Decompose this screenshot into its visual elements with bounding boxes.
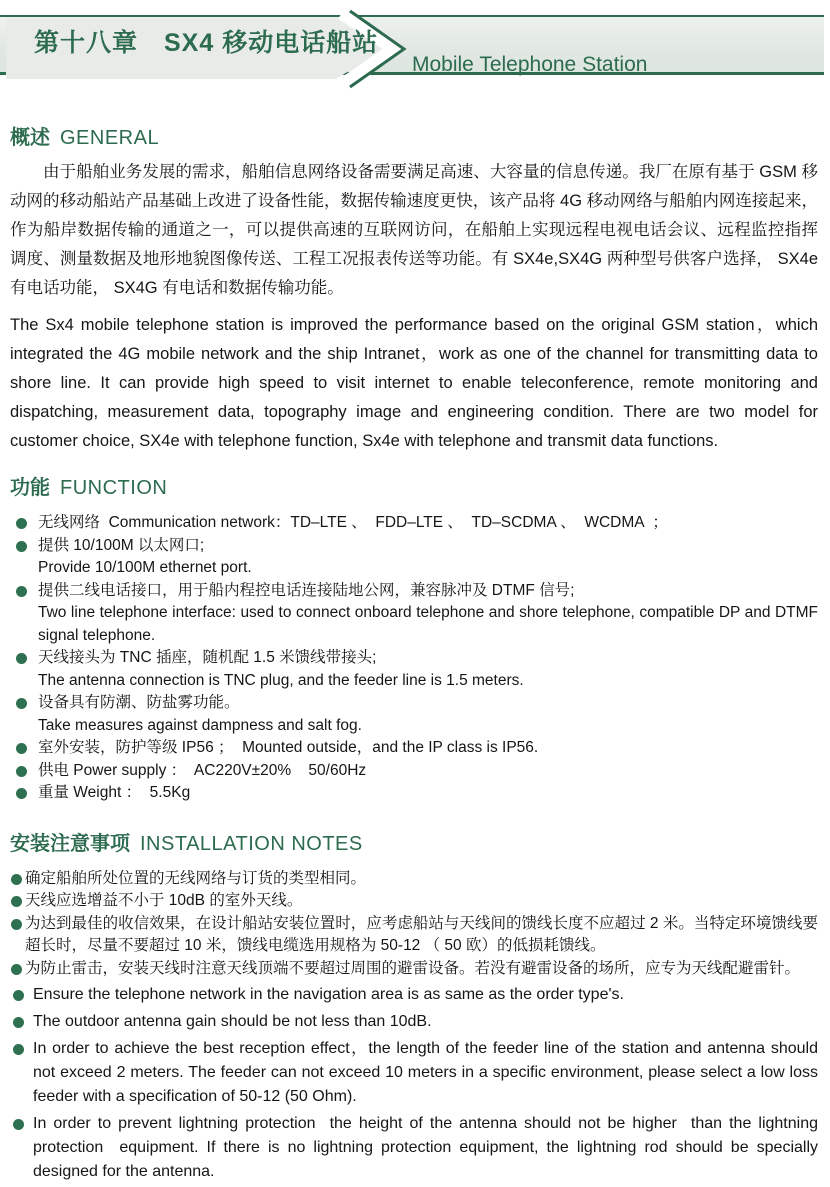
function-item-text: 无线网络 Communication network：TD–LTE 、 FDD–LTE 、 TD–SCDMA 、 WCDMA ； [38, 514, 668, 531]
general-paragraph-zh: 由于船舶业务发展的需求，船舶信息网络设备需要满足高速、大容量的信息传递。我厂在原有基于 GSM 移动网的移动船站产品基础上改进了设备性能，数据传输速度更快，该产品将 4G 移动网络与船舶内网连接起来，作为船岸数据传输的通道之一，可以提供高速的互联网访问，在船舶上实现远程电视电话会议、远程监控指挥调度、测量数据及地形地貌图像传送、工程工况报表传送等功能。有 SX4e,SX4G 两种型号供客户选择， SX4e 有电话功能， SX4G 有电话和数据传输功能。 [10, 163, 823, 297]
function-item-text: Provide 10/100M ethernet port. [38, 559, 252, 576]
installation-item [10, 1037, 823, 1109]
function-heading-en: FUNCTION [60, 477, 168, 499]
installation-item-text: 确定船舶所处位置的无线网络与订货的类型相同。 [25, 869, 367, 887]
general-heading [10, 121, 818, 150]
installation-item [10, 1112, 823, 1184]
bullet-icon [16, 586, 27, 597]
installation-item [10, 958, 818, 981]
function-item-text: The antenna connection is TNC plug, and the feeder line is 1.5 meters. [38, 671, 524, 689]
installation-item-text: 天线应选增益不小于 10dB 的室外天线。 [25, 892, 303, 909]
installation-heading [10, 827, 818, 856]
installation-item-text: In order to prevent lightning protection the height of the antenna should not be higher than the lightning protection equipment. If there is no lightning protection equipment, the lightning rod should be specially designed for the antenna. [33, 1115, 823, 1180]
function-heading [10, 471, 818, 500]
function-list [10, 512, 823, 805]
function-item-text: 室外安装，防护等级 IP56 ； Mounted outside，and the IP class is IP56. [38, 739, 539, 756]
function-item-text: Take measures against dampness and salt fog. [38, 716, 362, 734]
page-body [0, 121, 830, 1184]
chapter-title: 第十八章 SX4 移动电话船站 [34, 29, 379, 57]
bullet-icon [16, 788, 27, 799]
bullet-icon [13, 1044, 24, 1055]
bullet-icon [13, 1017, 24, 1028]
installation-item-text: 为防止雷击，安装天线时注意天线顶端不要超过周围的避雷设备。若没有避雷设备的场所，应专为天线配避雷针。 [25, 959, 801, 977]
function-item-text: 天线接头为 TNC 插座，随机配 1.5 米馈线带接头; [38, 649, 377, 666]
bullet-icon [13, 990, 24, 1001]
chapter-header [0, 15, 830, 75]
bullet-icon [11, 919, 22, 930]
chapter-subtitle: Mobile Telephone Station [412, 53, 648, 76]
general-heading-zh: 概述 [10, 127, 50, 149]
bullet-icon [16, 518, 27, 529]
function-item [10, 737, 818, 760]
installation-item-text: In order to achieve the best reception effect，the length of the feeder line of the station and antenna should not exceed 2 meters. The feeder can not exceed 10 meters in a specific environment, please select a low loss feeder with a specification of 50-12 (50 Ohm). [33, 1040, 823, 1105]
section-general [10, 121, 823, 456]
bullet-icon [16, 653, 27, 664]
bullet-icon [11, 874, 22, 885]
installation-item [10, 868, 818, 891]
installation-item [10, 1010, 818, 1034]
function-heading-zh: 功能 [10, 477, 50, 499]
installation-heading-zh: 安装注意事项 [10, 832, 130, 855]
installation-item-text: Ensure the telephone network in the navigation area is as same as the order type's. [33, 986, 624, 1003]
section-function [10, 471, 823, 805]
function-item [10, 580, 823, 648]
document-page [0, 15, 830, 1187]
installation-item-text: 为达到最佳的收信效果，在设计船站安装位置时，应考虑船站与天线间的馈线长度不应超过 2 米。当特定环境馈线要超长时，尽量不要超过 10 米，馈线电缆选用规格为 50-12 （ 50 欧）的低损耗馈线。 [25, 914, 818, 954]
installation-item-text: The outdoor antenna gain should be not less than 10dB. [33, 1013, 432, 1030]
function-item-text: 设备具有防潮、防盐雾功能。 [38, 694, 240, 711]
bullet-icon [16, 766, 27, 777]
function-item-text: 提供 10/100M 以太网口; [38, 536, 205, 554]
function-item [10, 535, 818, 580]
general-paragraph-en: The Sx4 mobile telephone station is improved the performance based on the original GSM station，which integrated the 4G mobile network and the ship Intranet，work as one of the channel for transmitting data to shore line. It can provide high speed to visit internet to enable teleconference, remote monitoring and dispatching, measurement data, topography image and engineering condition. There are two model for customer choice, SX4e with telephone function, Sx4e with telephone and transmit data functions. [10, 316, 823, 450]
bullet-icon [16, 698, 27, 709]
function-item-text: 供电 Power supply ： AC220V±20% 50/60Hz [38, 761, 367, 779]
section-installation [10, 827, 823, 1185]
bullet-icon [16, 743, 27, 754]
bullet-icon [11, 896, 22, 907]
function-item [10, 647, 818, 692]
installation-list [10, 868, 823, 1185]
function-item [10, 512, 818, 535]
installation-heading-en: INSTALLATION NOTES [140, 832, 363, 855]
general-heading-en: GENERAL [60, 127, 160, 149]
installation-item [10, 913, 818, 958]
function-item-text: 提供二线电话接口，用于船内程控电话连接陆地公网，兼容脉冲及 DTMF 信号; [38, 581, 575, 599]
installation-item [10, 890, 818, 913]
bullet-icon [13, 1119, 24, 1130]
installation-item [10, 983, 818, 1007]
bullet-icon [11, 964, 22, 975]
function-item [10, 760, 818, 783]
function-item [10, 782, 818, 805]
function-item-text: Two line telephone interface: used to connect onboard telephone and shore telephone, compatible DP and DTMF signal telephone. [38, 604, 823, 644]
bullet-icon [16, 541, 27, 552]
function-item [10, 692, 818, 737]
function-item-text: 重量 Weight ： 5.5Kg [38, 784, 191, 801]
